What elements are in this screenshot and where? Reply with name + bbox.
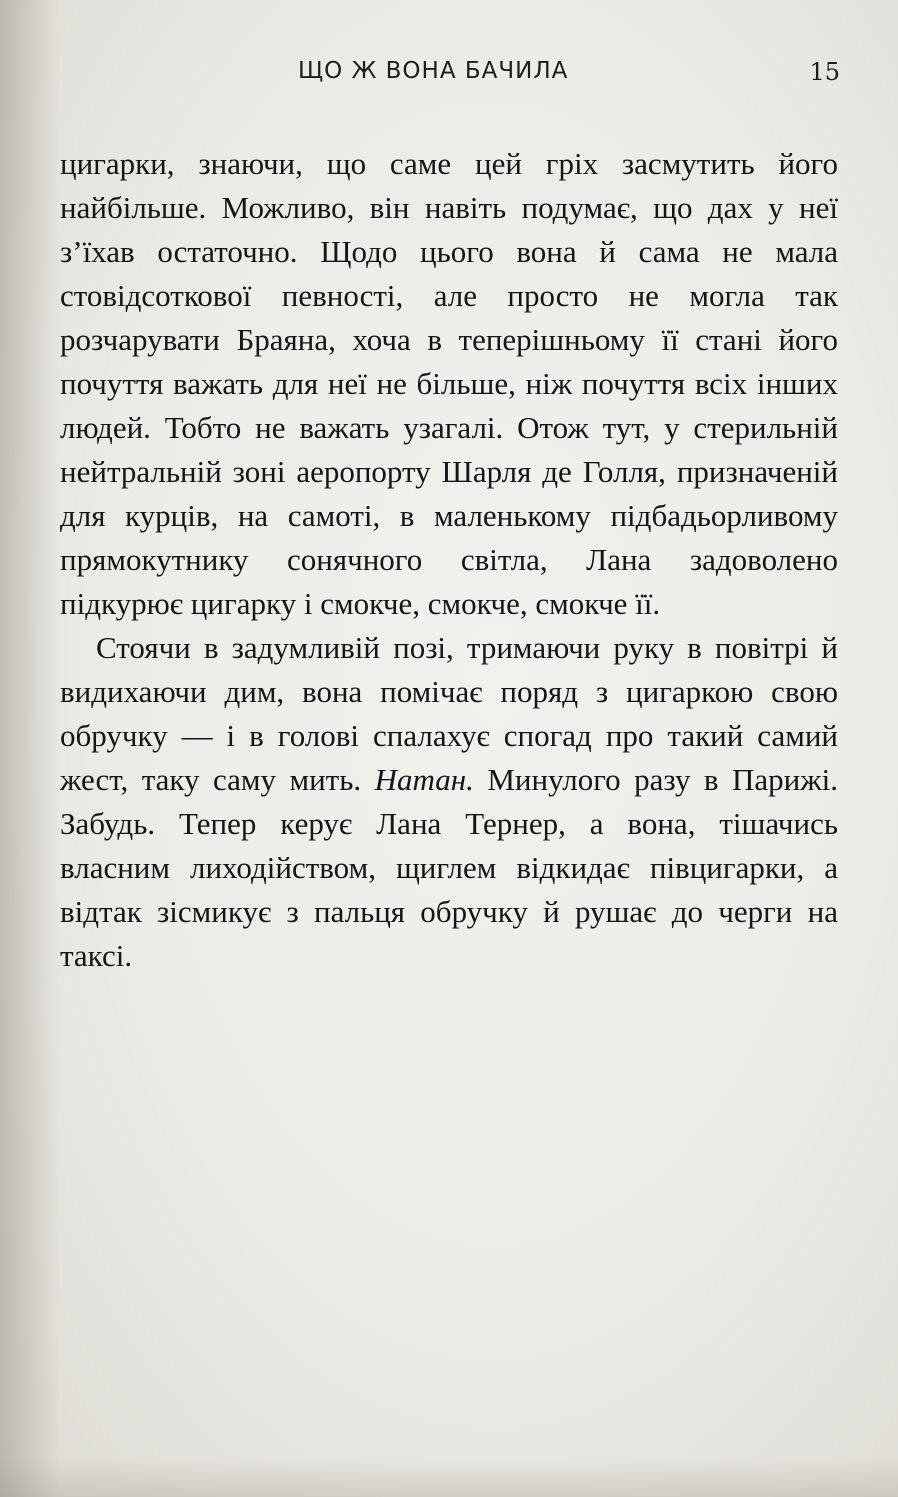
running-title: ЩО Ж ВОНА БАЧИЛА xyxy=(298,58,569,84)
paragraph-text: Минулого разу в Парижі. Забудь. Тепер керує Лана Тернер, а вона, тішачись власним лиходійством, щиглем відкидає півцигарки, а відтак зісмикує з пальця обручку й рушає до черги на таксі. xyxy=(60,762,839,973)
italic-name: Натан. xyxy=(374,762,474,797)
paragraph: цигарки, знаючи, що саме цей гріх засмутить його найбільше. Можливо, він навіть подумає, що дах у неї з’їхав остаточно. Щодо цього вона й сама не мала стовідсоткової певності, але просто не могла так розчарувати Браяна, хоча в теперішньому її стані його почуття важать для неї не більше, ніж почуття всіх інших людей. Тобто не важать узагалі. Отож тут, у стерильній нейтральній зоні аеропорту Шарля де Голля, призначеній для курців, на самоті, в маленькому підбадьорливому прямокутнику сонячного світла, Лана задоволено підкурює цигарку і смокче, смокче, смокче її. xyxy=(60,146,838,621)
paragraph-text: Стоячи в задумливій позі, тримаючи руку в повітрі й видихаючи дим, вона помічає поряд з цигаркою свою обручку — і в голові спалахує спогад про такий самий жест, таку саму мить. xyxy=(60,630,838,797)
paragraph xyxy=(60,626,838,978)
page-edge-shadow xyxy=(0,0,60,1497)
body-text xyxy=(60,142,838,978)
page-number: 15 xyxy=(809,58,840,86)
page-bottom-shadow xyxy=(0,1457,898,1497)
